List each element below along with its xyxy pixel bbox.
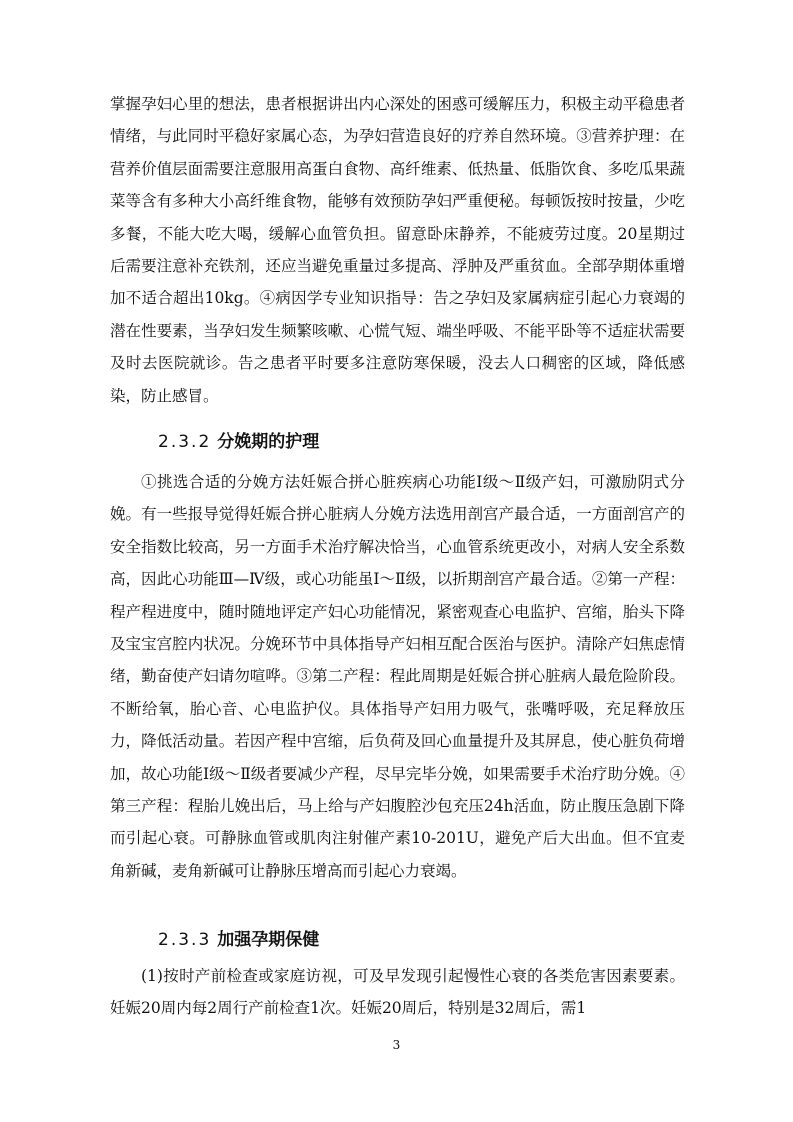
page-number: 3	[392, 1038, 401, 1052]
paragraph-nursing-guidance: 掌握孕妇心里的想法，患者根据讲出内心深处的困惑可缓解压力，积极主动平稳患者情绪，与此同时平稳好家属心态，为孕妇营造良好的疗养自然环境。③营养护理：在营养价值层面需要注意服用高蛋白食物、高纤维素、低热量、低脂饮食、多吃瓜果蔬菜等含有多种大小高纤维食物，能够有效预防孕妇严重便秘。每顿饭按时按量，少吃多餐，不能大吃大喝，缓解心血管负担。留意卧床静养，不能疲劳过度。20星期过后需要注意补充铁剂，还应当避免重量过多提高、浮肿及严重贫血。全部孕期体重增加不适合超出10kg。④病因学专业知识指导：告之孕妇及家属病症引起心力衰竭的潜在性要素，当孕妇发生频繁咳嗽、心慌气短、端坐呼吸、不能平卧等不适症状需要及时去医院就诊。告之患者平时要多注意防寒保暖，没去人口稠密的区域，降低感染，防止感冒。	[110, 95, 685, 405]
section-number: 2.3.2	[158, 432, 212, 452]
section-heading-2-3-2	[158, 430, 319, 454]
paragraph-block-1	[110, 88, 685, 412]
paragraph-prenatal-care: (1)按时产前检查或家庭访视，可及早发现引起慢性心衰的各类危害因素要素。妊娠20周内每2周行产前检查1次。妊娠20周后，特别是32周后，需1	[110, 967, 685, 1018]
section-title: 加强孕期保健	[217, 930, 320, 950]
section-title: 分娩期的护理	[217, 432, 320, 452]
paragraph-delivery-nursing: ①挑选合适的分娩方法妊娠合拼心脏疾病心功能Ⅰ级～Ⅱ级产妇，可激励阴式分娩。有一些报导觉得妊娠合拼心脏病人分娩方法选用剖宫产最合适，一方面剖宫产的安全指数比较高，另一方面手术治疗解决恰当，心血管系统更改小，对病人安全系数高，因此心功能Ⅲ—Ⅳ级，或心功能虽Ⅰ～Ⅱ级，以折期剖宫产最合适。②第一产程：程产程进度中，随时随地评定产妇心功能情况，紧密观查心电监护、宫缩，胎头下降及宝宝宫腔内状况。分娩环节中具体指导产妇相互配合医治与医护。清除产妇焦虑情绪，勤奋使产妇请勿喧哗。③第二产程：程此周期是妊娠合拼心脏病人最危险阶段。不断给氧，胎心音、心电监护仪。具体指导产妇用力吸气，张嘴呼吸，充足释放压力，降低活动量。若因产程中宫缩，后负荷及回心血量提升及其屏息，使心脏负荷增加，故心功能Ⅰ级～Ⅱ级者要减少产程，尽早完毕分娩，如果需要手术治疗助分娩。④第三产程：程胎儿娩出后，马上给与产妇腹腔沙包充压24h活血，防止腹压急剧下降而引起心衰。可静脉血管或肌肉注射催产素10-201U，避免产后大出血。但不宜麦角新碱，麦角新碱可让静脉压增高而引起心力衰竭。	[110, 473, 685, 880]
section-heading-2-3-3	[158, 928, 319, 952]
paragraph-block-3	[110, 960, 685, 1025]
section-number: 2.3.3	[158, 930, 212, 950]
paragraph-block-2	[110, 466, 685, 887]
